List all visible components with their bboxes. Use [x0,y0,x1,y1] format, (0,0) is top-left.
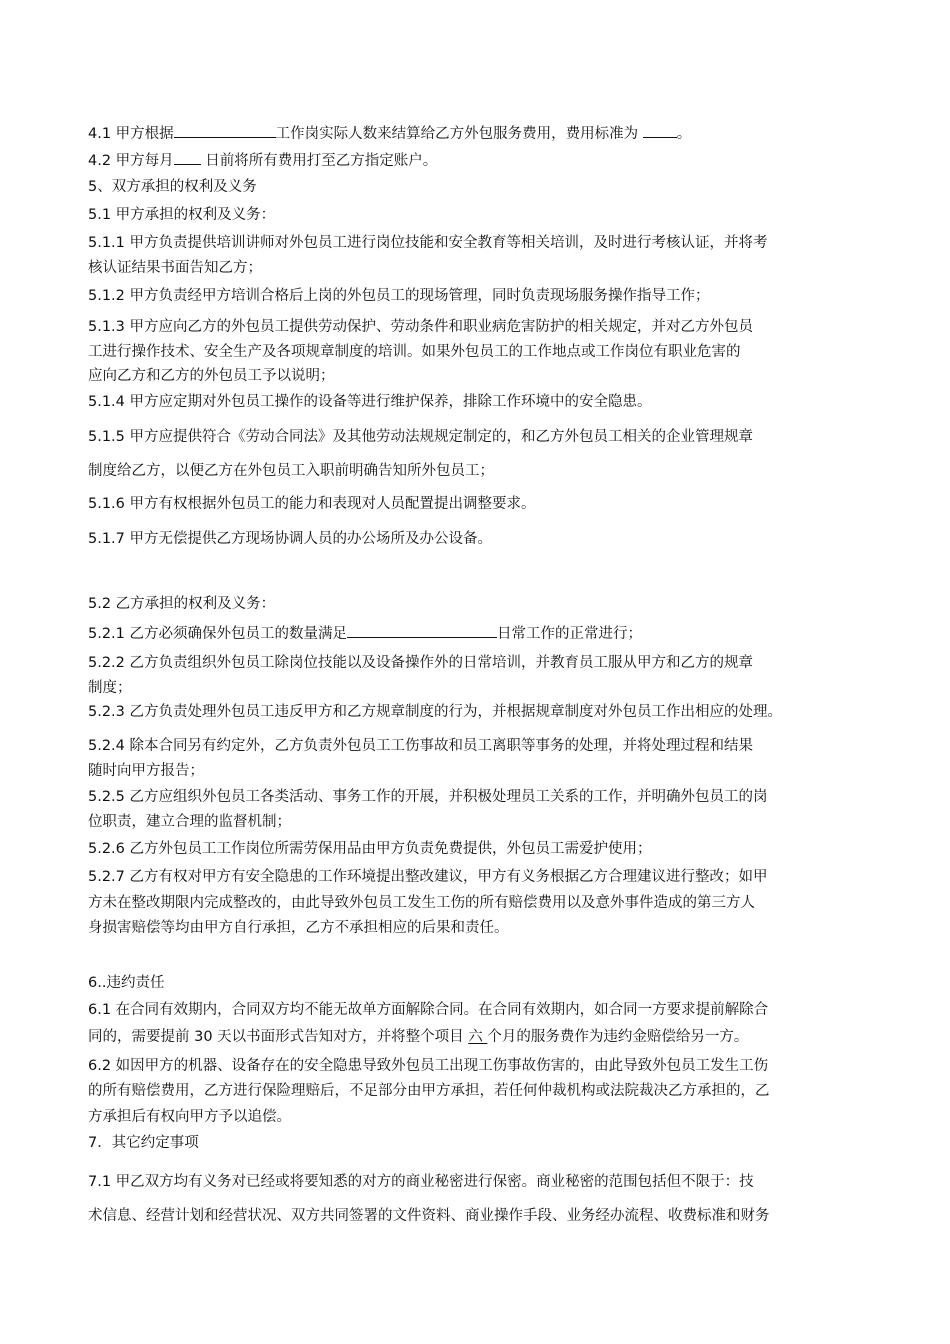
clause-5-1-5: 5.1.5 甲方应提供符合《劳动合同法》及其他劳动法规规定制定的，和乙方外包员工相关的企业管理规章 [88,429,753,445]
clause-5-2-4-cont: 随时向甲方报告； [88,763,204,779]
blank-field [643,122,677,138]
clause-6-1-cont: 同的，需要提前 30 天以书面形式告知对方，并将整个项目 六 个月的服务费作为违约金赔偿给另一方。 [88,1029,749,1045]
clause-5-1-heading: 5.1 甲方承担的权利及义务： [88,207,276,223]
clause-6-2: 6.2 如因甲方的机器、设备存在的安全隐患导致外包员工出现工伤事故伤害的，由此导致外包员工发生工伤 [88,1058,769,1074]
clause-5-1-1: 5.1.1 甲方负责提供培训讲师对外包员工进行岗位技能和安全教育等相关培训，及时进行考核认证，并将考 [88,235,768,251]
clause-5-1-5-cont: 制度给乙方，以便乙方在外包员工入职前明确告知所外包员工； [88,463,494,479]
clause-5-1-2: 5.1.2 甲方负责经甲方培训合格后上岗的外包员工的现场管理，同时负责现场服务操作指导工作； [88,288,710,304]
clause-5-2-3: 5.2.3 乙方负责处理外包员工违反甲方和乙方规章制度的行为，并根据规章制度对外包员工作出相应的处理。 [88,704,782,720]
clause-5-1-7: 5.1.7 甲方无偿提供乙方现场协调人员的办公场所及办公设备。 [88,531,493,547]
clause-5-1-1-cont: 核认证结果书面告知乙方； [88,260,262,276]
section-5-heading: 5、双方承担的权利及义务 [88,179,257,195]
clause-5-2-7-cont: 身损害赔偿等均由甲方自行承担，乙方不承担相应的后果和责任。 [88,920,509,936]
section-7-heading: 7．其它约定事项 [88,1135,199,1151]
clause-5-1-3-cont: 工进行操作技术、安全生产及各项规章制度的培训。如果外包员工的工作地点或工作岗位有职业危害的 [88,344,741,360]
clause-5-1-3-cont: 应向乙方和乙方的外包员工予以说明； [88,368,335,384]
clause-6-2-cont: 的所有赔偿费用，乙方进行保险理赔后，不足部分由甲方承担，若任何仲裁机构或法院裁决乙方承担的，乙 [88,1083,770,1099]
clause-5-2-4: 5.2.4 除本合同另有约定外，乙方负责外包员工工伤事故和员工离职等事务的处理，并将处理过程和结果 [88,738,753,754]
clause-5-2-6: 5.2.6 乙方外包员工工作岗位所需劳保用品由甲方负责免费提供，外包员工需爱护使用； [88,841,652,857]
clause-4-2: 4.2 甲方每月 日前将所有费用打至乙方指定账户。 [88,149,437,171]
clause-5-2-heading: 5.2 乙方承担的权利及义务： [88,596,276,612]
section-6-heading: 6..违约责任 [88,975,165,991]
clause-4-1: 4.1 甲方根据 工作岗实际人数来结算给乙方外包服务费用，费用标准为 。 [88,122,691,144]
clause-5-1-4: 5.1.4 甲方应定期对外包员工操作的设备等进行维护保养，排除工作环境中的安全隐患。 [88,394,652,410]
clause-7-1-cont: 术信息、经营计划和经营状况、双方共同签署的文件资料、商业操作手段、业务经办流程、收费标准和财务 [88,1208,770,1224]
clause-5-2-5-cont: 位职责，建立合理的监督机制； [88,814,291,830]
clause-5-1-6: 5.1.6 甲方有权根据外包员工的能力和表现对人员配置提出调整要求。 [88,496,536,512]
clause-5-2-7: 5.2.7 乙方有权对甲方有安全隐患的工作环境提出整改建议，甲方有义务根据乙方合理建议进行整改；如甲 [88,869,768,885]
blank-field [347,622,497,638]
blank-field [174,149,201,165]
clause-5-1-3: 5.1.3 甲方应向乙方的外包员工提供劳动保护、劳动条件和职业病危害防护的相关规定，并对乙方外包员 [88,319,753,335]
filled-blank-months: 六 [468,1029,488,1045]
clause-5-2-1: 5.2.1 乙方必须确保外包员工的数量满足 日常工作的正常进行； [88,622,642,644]
clause-6-2-cont: 方承担后有权向甲方予以追偿。 [88,1109,291,1125]
blank-field [174,122,276,138]
clause-5-2-5: 5.2.5 乙方应组织外包员工各类活动、事务工作的开展，并积极处理员工关系的工作，并明确外包员工的岗 [88,789,768,805]
clause-5-2-7-cont: 方未在整改期限内完成整改的，由此导致外包员工发生工伤的所有赔偿费用以及意外事件造成的第三方人 [88,895,755,911]
clause-5-2-2: 5.2.2 乙方负责组织外包员工除岗位技能以及设备操作外的日常培训，并教育员工服从甲方和乙方的规章 [88,655,753,671]
clause-5-2-2-cont: 制度； [88,680,132,696]
clause-6-1: 6.1 在合同有效期内，合同双方均不能无故单方面解除合同。在合同有效期内，如合同一方要求提前解除合 [88,1002,769,1018]
clause-7-1: 7.1 甲乙双方均有义务对已经或将要知悉的对方的商业秘密进行保密。商业秘密的范围包括但不限于：技 [88,1174,754,1190]
